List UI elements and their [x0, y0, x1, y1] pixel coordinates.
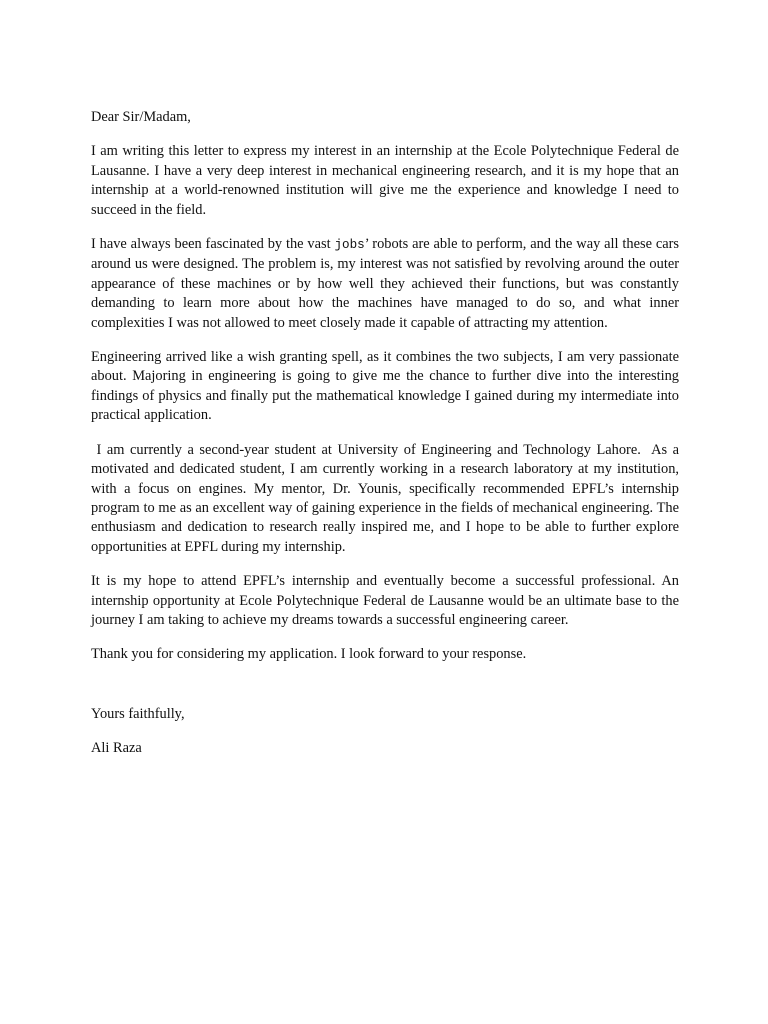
paragraph-thanks: Thank you for considering my application. I look forward to your response. — [91, 646, 527, 663]
paragraph-fascination — [91, 235, 679, 333]
paragraph-student: I am currently a second-year student at University of Engineering and Technology Lahore. As a motivated and dedicated student, I am currently working in a research laboratory at my institution, with a focus on engines. My mentor, Dr. Younis, specifically recommended EPFL’s internship program to me as an excellent way of gaining experience in the fields of mechanical engineering. The enthusiasm and dedication to research really inspired me, and I hope to be able to further explore opportunities at EPFL during my internship. — [91, 441, 683, 555]
paragraph-fascination-start: I have always been fascinated by the vast — [91, 236, 335, 253]
highlighted-word: jobs — [334, 238, 365, 253]
signature: Ali Raza — [91, 740, 142, 757]
closing: Yours faithfully, — [91, 705, 185, 722]
paragraph-fascination-end: ’ robots are able to perform, and the way all these cars around us were designed. The problem is, my interest was not satisfied by revolving around the outer appearance of these machines or by how well they achieved their functions, but was constantly demanding to learn more about how the machines have managed to do so, and what inner complexities I was not allowed to meet closely made it capable of attracting my attention. — [91, 236, 679, 331]
paragraph-engineering: Engineering arrived like a wish granting spell, as it combines the two subjects, I am very passionate about. Majoring in engineering is going to give me the chance to further dive into the interesting findings of physics and finally put the mathematical knowledge I gained during my intermediate into practical application. — [91, 349, 679, 424]
paragraph-hope: It is my hope to attend EPFL’s internship and eventually become a successful professional. An internship opportunity at Ecole Polytechnique Federal de Lausanne would be an ultimate base to the journey I am taking to achieve my dreams towards a successful engineering career. — [91, 573, 679, 628]
paragraph-intro: I am writing this letter to express my interest in an internship at the Ecole Polytechnique Federal de Lausanne. I have a very deep interest in mechanical engineering research, and it is my hope that an internship at a world-renowned institution will give me the experience and knowledge I need to succeed in the field. — [91, 143, 679, 218]
salutation: Dear Sir/Madam, — [91, 109, 191, 125]
letter-body — [91, 108, 683, 774]
